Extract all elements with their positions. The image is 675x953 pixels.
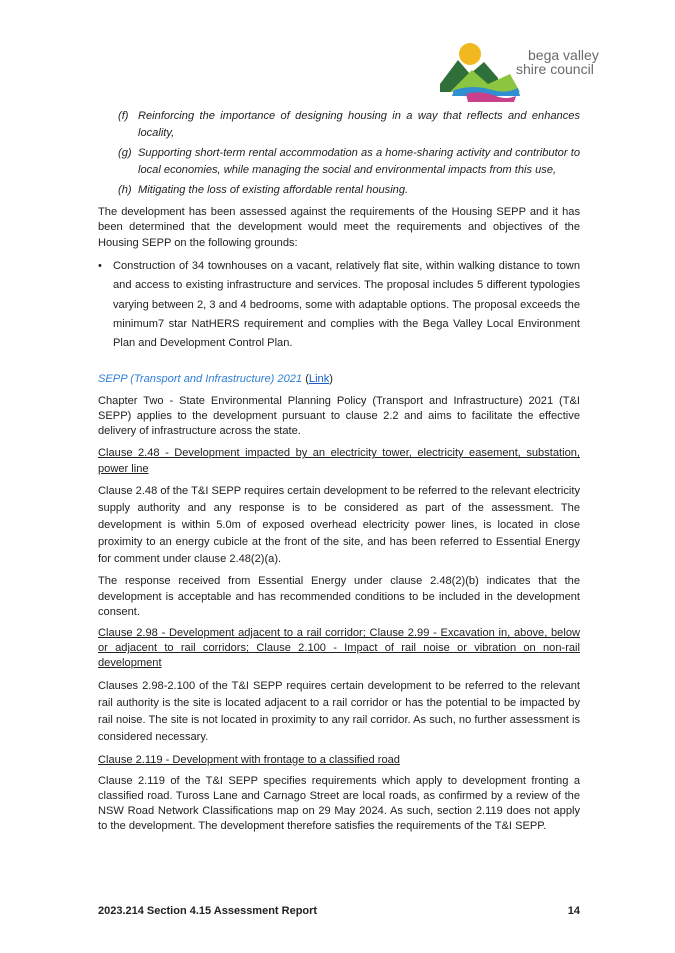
- assessment-intro-end: the requirements and objectives of the Housing SEPP on the following grounds:: [98, 221, 580, 249]
- council-logo: [440, 40, 630, 104]
- logo-line-2: shire council: [516, 61, 594, 77]
- page-content: [98, 108, 580, 840]
- landscape-logo-icon: [440, 40, 520, 104]
- clause-paragraph: Clause 2.48 of the T&I SEPP requires certain development to be referred to the relevant electricity supply authority and any response is to be considered as part of the assessment. The development is within 5.0m of exposed overhead electricity power lines, is located in close proximity to an energy cubicle at the front of the site, and has been referred to Essential Energy for comment under clause 2.48(2)(a).: [98, 485, 580, 566]
- assessment-intro-start: The development has been assessed against the requirements of the Housing SEPP and it has been determined that the development: [98, 205, 580, 234]
- list-item-text: Supporting short-term rental accommodation as a home-sharing activity and contributor to local economies, while managing the social and environmental impacts from this use,: [138, 147, 580, 176]
- list-item: [98, 145, 580, 178]
- clause-heading: Clause 2.48 - Development impacted by an electricity tower, electricity easement, substation, power line: [98, 447, 580, 476]
- bullet-item: [98, 257, 580, 353]
- clause-heading: Clause 2.98 - Development adjacent to a rail corridor; Clause 2.99 - Excavation in, above, below or adjacent to rail corridors; Clause 2.100 - Impact of rail noise or vibration on non-rail development: [98, 627, 580, 670]
- clause-heading: Clause 2.119 - Development with frontage to a classified road: [98, 753, 400, 766]
- sepp-intro: Chapter Two - State Environmental Planning Policy (Transport and Infrastructure) 2021 (T&I SEPP) applies to the development pursuant to clause 2.2 and aims to facilitate the effective delivery of infrastructure across the state.: [98, 394, 580, 438]
- bullet-text: Construction of 34 townhouses on a vacant, relatively flat site, within walking distance to town and access to existing infrastructure and services. The proposal includes 5 different typologies varying between 2, 3 and 4 bedrooms, some with adaptable options. The proposal exceeds the minimum7 star NatHERS requirement and complies with the Bega Valley Local Environment Plan and Development Control Plan.: [113, 260, 580, 349]
- clause-paragraph: Clause 2.119 of the T&I SEPP specifies requirements which apply to development fronting a classified road. Tuross Lane and Carnago Street are local roads, as confirmed by a review of the NSW Road Network Classifications map on 29 May 2024. As such, section 2.119 does not apply to the development. The development therefore satisfies the requirements of the T&I SEPP.: [98, 774, 580, 833]
- clause-paragraph: The response received from Essential Energy under clause 2.48(2)(b) indicates that the development is acceptable and has recommended conditions to be included in the development consent.: [98, 575, 580, 618]
- report-title: 2023.214 Section 4.15 Assessment Report: [98, 905, 318, 917]
- assessment-intro: [98, 205, 580, 251]
- list-marker: (f): [118, 110, 129, 122]
- paren-open: (: [305, 373, 309, 386]
- list-item-text: Mitigating the loss of existing affordable rental housing.: [138, 184, 409, 197]
- list-item-text: Reinforcing the importance of designing housing in a way that reflects and enhances locality,: [138, 110, 580, 139]
- page-number: 14: [567, 905, 580, 917]
- logo-line-1: bega valley: [528, 47, 599, 63]
- logo-wordmark: [516, 48, 599, 76]
- sepp-section-title: SEPP (Transport and Infrastructure) 2021: [98, 373, 303, 386]
- bullet-icon: •: [98, 260, 102, 273]
- paren-close: ): [329, 373, 333, 386]
- list-item: [98, 108, 580, 141]
- list-marker: (h): [118, 184, 132, 197]
- clause-paragraph: Clauses 2.98-2.100 of the T&I SEPP requires certain development to be referred to the relevant rail authority is the site is located adjacent to a rail corridor or has the potential to be impacted by rail noise. The site is not located in proximity to any rail corridor. As such, no further assessment is considered necessary.: [98, 679, 580, 743]
- assessment-intro-emphasis: would meet: [308, 221, 369, 234]
- list-marker: (g): [118, 147, 132, 160]
- sepp-section-heading: [98, 371, 580, 388]
- objectives-list: [98, 108, 580, 199]
- sepp-link[interactable]: Link: [308, 373, 330, 386]
- list-item: [98, 182, 580, 199]
